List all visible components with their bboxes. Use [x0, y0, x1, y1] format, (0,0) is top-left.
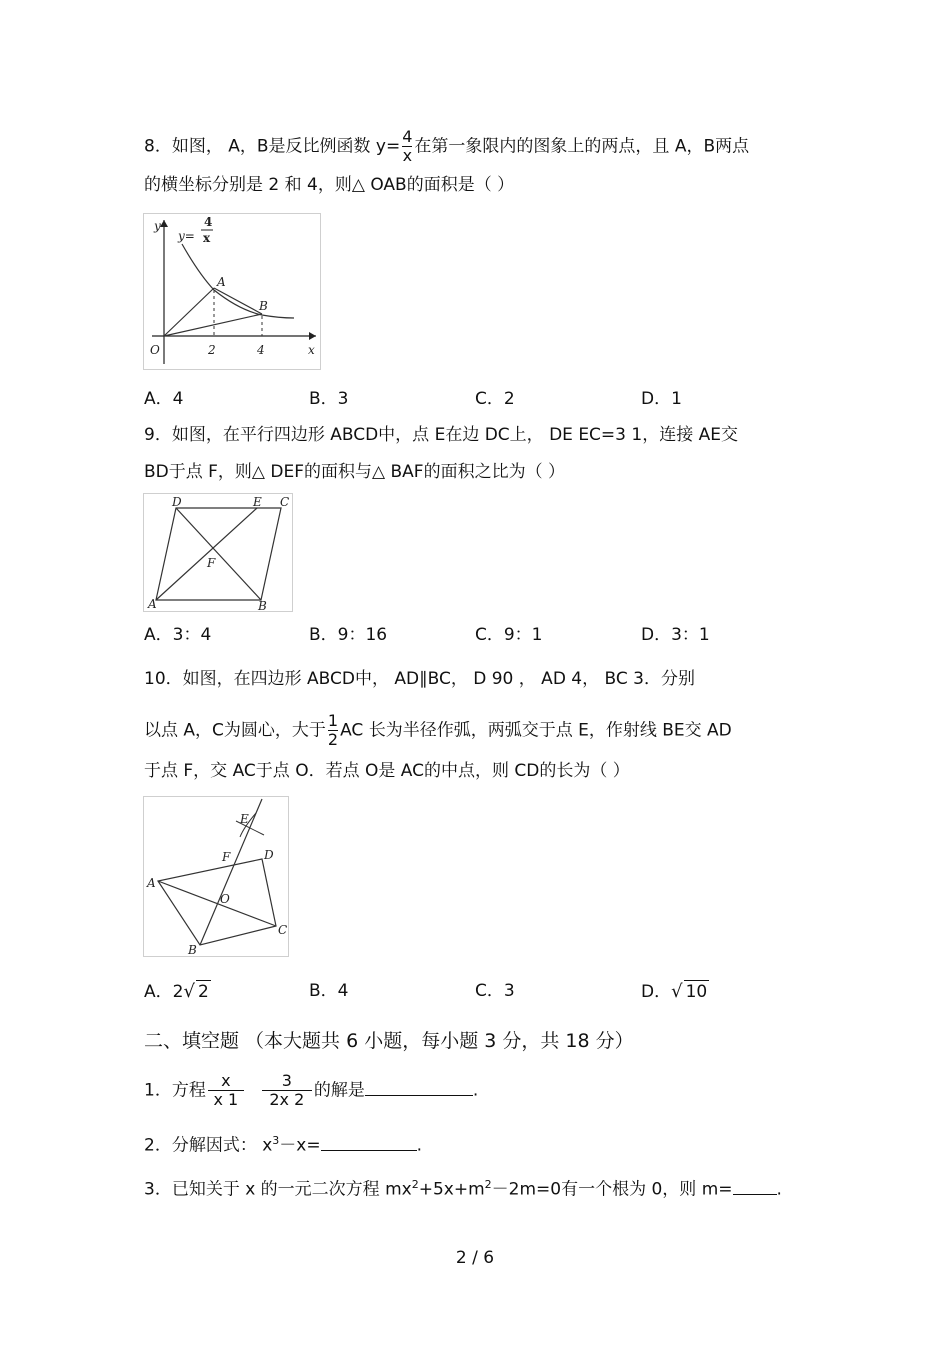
- fill-question-1: [144, 1072, 478, 1109]
- q8-line2: 的横坐标分别是 2 和 4，则△ OAB的面积是（ ）: [144, 175, 515, 195]
- q10-option-a-radicand: 2: [197, 982, 209, 1002]
- fill1-num2: 3: [281, 1071, 292, 1090]
- q10-fraction: [328, 712, 338, 749]
- fill1-suffix: 的解是: [313, 1080, 365, 1101]
- q8-point-a: A: [217, 275, 226, 289]
- q10-option-d-prefix: D．: [641, 982, 672, 1002]
- fill1-prefix: 1．方程: [144, 1080, 206, 1101]
- fill2-answer-blank[interactable]: [321, 1134, 417, 1151]
- q8-curve-label: y=: [178, 229, 195, 243]
- q9-label-c: C: [280, 495, 290, 509]
- q8-option-c[interactable]: C．2: [475, 389, 515, 409]
- q8-option-d[interactable]: D．1: [641, 389, 682, 409]
- fill2-end: .: [416, 1135, 422, 1156]
- fill1-fraction-1: [208, 1072, 244, 1109]
- q9-line2: BD于点 F，则△ DEF的面积与△ BAF的面积之比为（ ）: [144, 462, 565, 482]
- q10-option-b[interactable]: B．4: [309, 981, 349, 1001]
- q9-option-c[interactable]: C．9：1: [475, 625, 543, 645]
- q8-text-a: 8．如图， A，B是反比例函数 y=: [144, 136, 401, 157]
- q9-option-a[interactable]: A．3：4: [144, 625, 212, 645]
- q10-line2: [144, 712, 732, 749]
- q8-point-b: B: [259, 299, 268, 313]
- fill1-answer-blank[interactable]: [365, 1079, 473, 1096]
- q9-label-e: E: [253, 495, 262, 509]
- fill-question-2: [144, 1130, 422, 1157]
- q8-y-axis-label: y: [154, 219, 161, 233]
- fill1-end: .: [472, 1080, 479, 1101]
- fill3-exponent-1: 2: [411, 1178, 419, 1191]
- q9-label-a: A: [148, 597, 157, 611]
- q10-label-b: B: [188, 943, 197, 956]
- fill3-end: .: [776, 1179, 782, 1200]
- q8-curve-den: x: [203, 231, 211, 245]
- section-2-title: 二、填空题 （本大题共 6 小题，每小题 3 分，共 18 分）: [144, 1030, 634, 1052]
- q10-option-d[interactable]: D．√ 10: [641, 981, 708, 1002]
- q10-text-a: 以点 A，C为圆心，大于: [144, 720, 326, 741]
- q8-figure: [143, 213, 321, 370]
- q8-option-a[interactable]: A．4: [144, 389, 184, 409]
- hyperbola-graph: [144, 214, 320, 369]
- fill1-den1: x 1: [213, 1090, 239, 1109]
- q10-label-c: C: [278, 923, 288, 937]
- q8-frac-num: 4: [402, 127, 413, 146]
- parallelogram-figure: [144, 494, 292, 611]
- q8-origin-label: O: [150, 343, 160, 357]
- page-number: 2 / 6: [455, 1248, 495, 1268]
- q10-line3: 于点 F，交 AC于点 O．若点 O是 AC的中点，则 CD的长为（ ）: [144, 761, 630, 781]
- quadrilateral-construction-figure: [144, 797, 288, 956]
- q10-label-a: A: [147, 876, 156, 890]
- q9-label-f: F: [207, 556, 216, 570]
- fill3-prefix: 3．已知关于 x 的一元二次方程 mx: [144, 1179, 412, 1200]
- fill3-exponent-2: 2: [484, 1178, 492, 1191]
- fill1-num1: x: [221, 1071, 231, 1090]
- q10-label-o: O: [220, 892, 230, 906]
- fill2-prefix: 2．分解因式： x: [144, 1135, 273, 1156]
- q10-label-d: D: [264, 848, 274, 862]
- fill1-den2: 2x 2: [269, 1090, 305, 1109]
- q9-figure: [143, 493, 293, 612]
- q8-option-b[interactable]: B．3: [309, 389, 349, 409]
- q8-text-b: 在第一象限内的图象上的两点，且 A，B两点: [414, 136, 750, 157]
- q10-label-f: F: [222, 850, 231, 864]
- q9-label-d: D: [172, 495, 182, 509]
- fill3-suffix: －2m=0有一个根为 0，则 m=: [491, 1179, 733, 1200]
- q8-line1: [144, 128, 749, 165]
- fill1-fraction-2: [262, 1072, 312, 1109]
- fill3-mid: +5x+m: [418, 1179, 485, 1200]
- q10-option-a-prefix: A．2: [144, 982, 184, 1002]
- q8-frac-den: x: [402, 146, 413, 165]
- fill-question-3: [144, 1174, 782, 1201]
- q9-option-d[interactable]: D．3：1: [641, 625, 710, 645]
- q10-frac-den: 2: [327, 730, 339, 749]
- q8-x-axis-label: x: [308, 343, 315, 357]
- q10-frac-num: 1: [327, 711, 339, 730]
- q10-option-c[interactable]: C．3: [475, 981, 515, 1001]
- fill3-answer-blank[interactable]: [733, 1178, 777, 1195]
- q10-text-b: AC 长为半径作弧，两弧交于点 E，作射线 BE交 AD: [340, 720, 732, 741]
- fill2-suffix: －x=: [279, 1135, 321, 1156]
- q10-option-d-radicand: 10: [685, 982, 708, 1002]
- q10-option-a[interactable]: A．2√ 2: [144, 981, 209, 1002]
- q8-fraction: [402, 128, 412, 165]
- q10-line1: 10．如图，在四边形 ABCD中， AD∥BC， D 90 ， AD 4， BC 3．分别: [144, 669, 695, 689]
- q8-curve-num: 4: [204, 215, 213, 229]
- q10-label-e: E: [240, 812, 249, 826]
- q9-label-b: B: [258, 599, 267, 611]
- q8-tick-2: 2: [208, 343, 216, 357]
- q8-tick-4: 4: [257, 343, 265, 357]
- q9-line1: 9．如图，在平行四边形 ABCD中，点 E在边 DC上， DE EC=3 1，连接 AE交: [144, 425, 738, 445]
- fill2-exponent: 3: [272, 1134, 280, 1147]
- q10-figure: [143, 796, 289, 957]
- q9-option-b[interactable]: B．9：16: [309, 625, 388, 645]
